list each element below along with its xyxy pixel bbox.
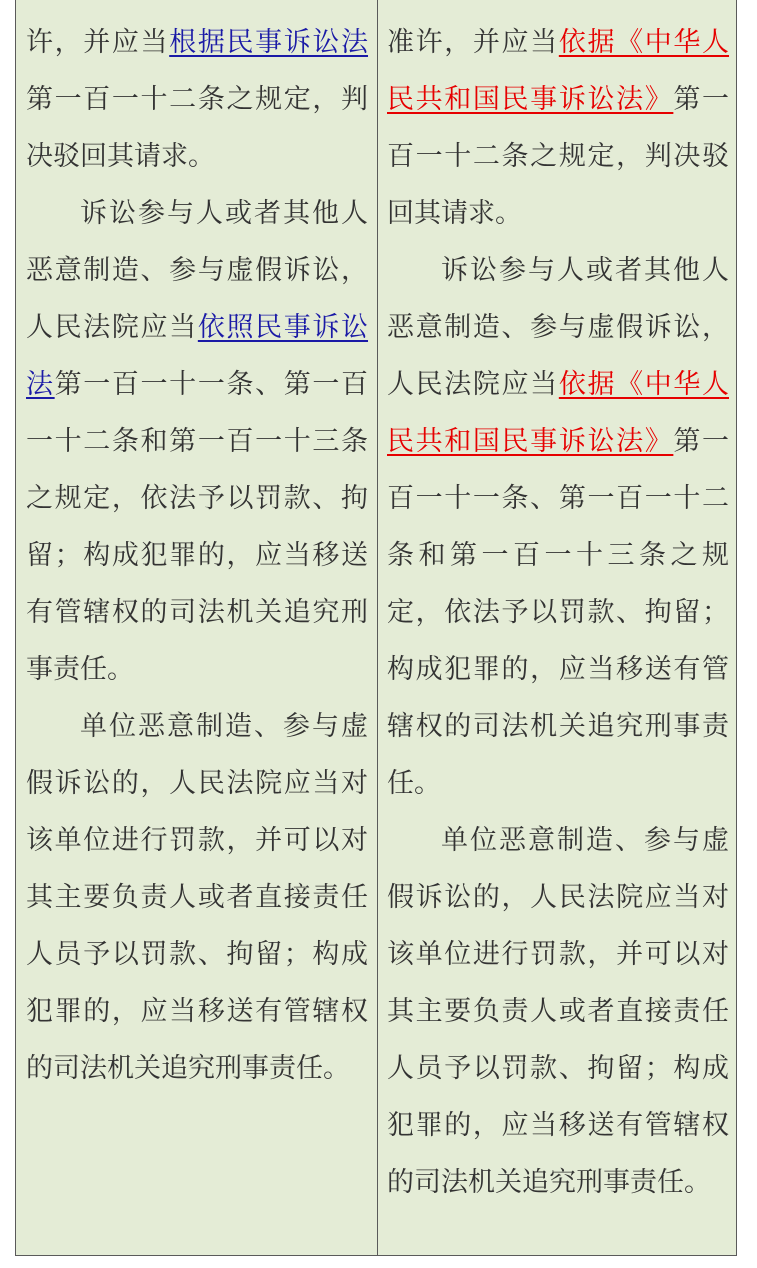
old-law-reference-2[interactable]: 依照民事诉讼法	[26, 312, 369, 400]
old-paragraph-2	[26, 185, 368, 698]
new-paragraph-1-text-a: 准许，并应当	[387, 27, 559, 58]
new-text-column	[387, 14, 729, 1211]
new-paragraph-3: 单位恶意制造、参与虚假诉讼的，人民法院应当对该单位进行罚款，并可以对其主要负责人或者直接责任人员予以罚款、拘留；构成犯罪的，应当移送有管辖权的司法机关追究刑事责任。	[387, 825, 729, 1198]
old-paragraph-1-text-b: 第一百一十二条之规定，判决驳回其请求。	[26, 84, 368, 172]
old-paragraph-2-text-a: 诉讼参与人或者其他人恶意制造、参与虚假诉讼，人民法院应当	[26, 198, 368, 343]
old-law-reference-1[interactable]: 根据民事诉讼法	[169, 27, 369, 58]
new-paragraph-2-text-a: 诉讼参与人或者其他人恶意制造、参与虚假诉讼，人民法院应当	[387, 255, 729, 400]
old-text-column	[26, 14, 368, 1097]
comparison-table	[15, 0, 737, 1256]
new-paragraph-1-text-b: 第一百一十二条之规定，判决驳回其请求。	[387, 84, 730, 229]
old-paragraph-3: 单位恶意制造、参与虚假诉讼的，人民法院应当对该单位进行罚款，并可以对其主要负责人或者直接责任人员予以罚款、拘留；构成犯罪的，应当移送有管辖权的司法机关追究刑事责任。	[26, 711, 368, 1084]
old-paragraph-2-text-b: 第一百一十一条、第一百一十二条和第一百一十三条之规定，依法予以罚款、拘留；构成犯罪的，应当移送有管辖权的司法机关追究刑事责任。	[26, 369, 369, 685]
new-law-reference-2: 依据《中华人民共和国民事诉讼法》	[387, 369, 730, 457]
old-paragraph-1	[26, 14, 368, 185]
new-paragraph-1	[387, 14, 729, 242]
new-law-reference-1: 依据《中华人民共和国民事诉讼法》	[387, 27, 730, 115]
new-paragraph-2	[387, 242, 729, 812]
old-paragraph-1-text-a: 许，并应当	[26, 27, 170, 58]
column-divider	[377, 0, 378, 1255]
new-paragraph-2-text-b: 第一百一十一条、第一百一十二条和第一百一十三条之规定，依法予以罚款、拘留；构成犯罪的，应当移送有管辖权的司法机关追究刑事责任。	[387, 426, 730, 799]
